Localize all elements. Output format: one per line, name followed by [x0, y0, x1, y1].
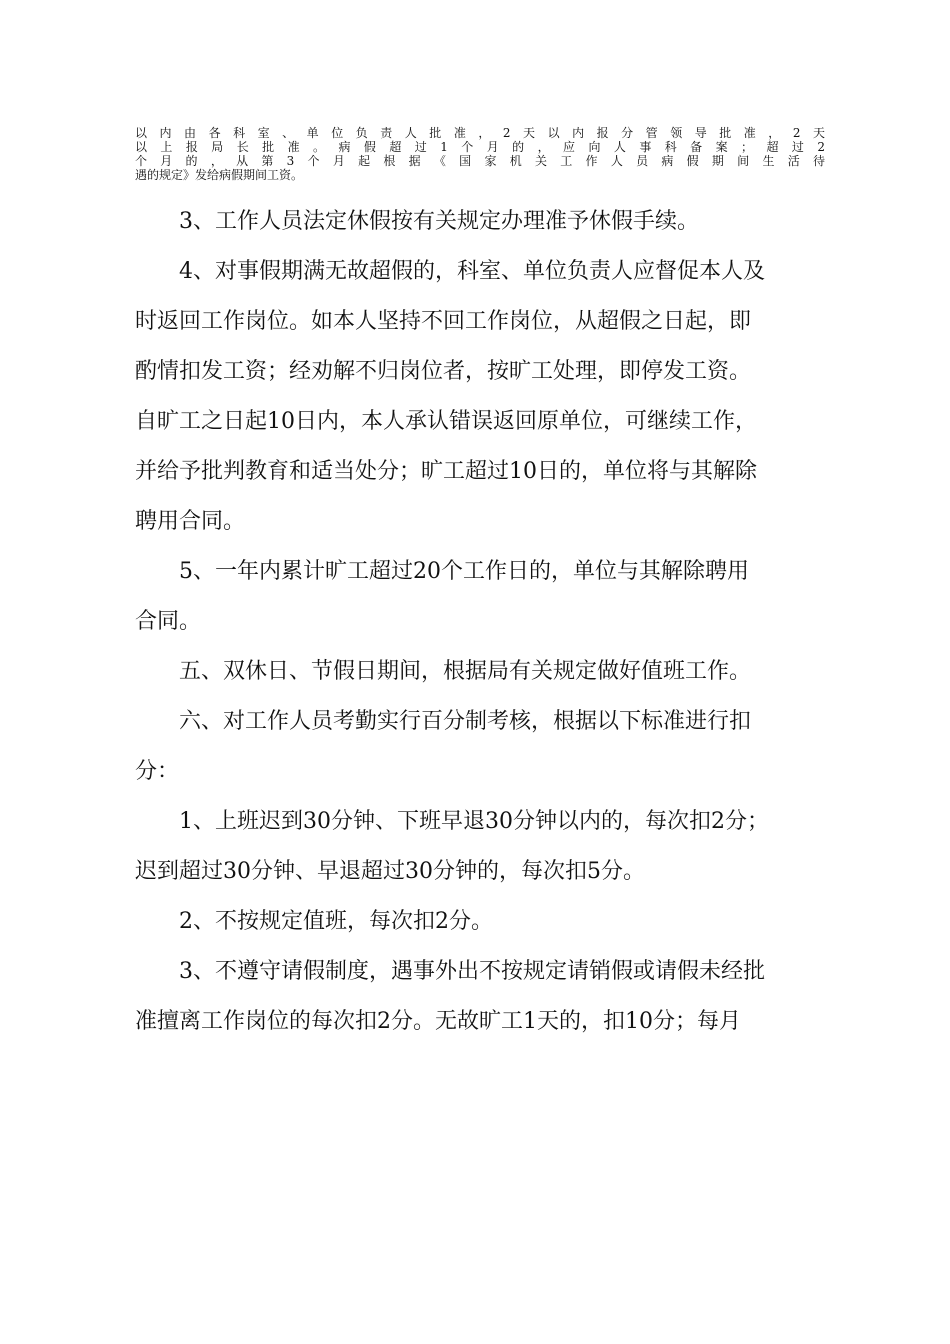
- paragraph-line: [135, 797, 825, 847]
- line-text: 1、上班迟到30分钟、下班早退30分钟以内的，每次扣2分；: [179, 809, 769, 834]
- line-text: 4、对事假期满无故超假的，科室、单位负责人应督促本人及: [179, 259, 765, 284]
- line-text: 聘用合同。: [135, 509, 246, 534]
- paragraph-line: [135, 197, 825, 247]
- paragraph-line: [135, 947, 825, 997]
- paragraph-line: [135, 247, 825, 297]
- text-line: 以内由各科室、单位负责人批准，2天以内报分管领导批准，2天: [135, 126, 825, 140]
- line-text: 六、对工作人员考勤实行百分制考核，根据以下标准进行扣: [179, 709, 752, 734]
- line-text: 准擅离工作岗位的每次扣2分。无故旷工1天的，扣10分；每月: [135, 1009, 741, 1034]
- paragraph-line: [135, 847, 825, 897]
- line-text: 迟到超过30分钟、早退超过30分钟的，每次扣5分。: [135, 859, 645, 884]
- paragraph-line: [135, 297, 825, 347]
- line-text: 3、工作人员法定休假按有关规定办理准予休假手续。: [179, 209, 699, 234]
- line-text: 并给予批判教育和适当处分；旷工超过10日的，单位将与其解除: [135, 459, 757, 484]
- line-text: 合同。: [135, 609, 202, 634]
- paragraph-line: [135, 647, 825, 697]
- paragraph-line: [135, 597, 825, 647]
- continuation-paragraph: [135, 126, 825, 182]
- line-text: 2、不按规定值班，每次扣2分。: [179, 909, 493, 934]
- text-line: 个月的，从第3个月起根据《国家机关工作人员病假期间生活待: [135, 154, 825, 168]
- paragraph-line: [135, 547, 825, 597]
- line-text: 5、一年内累计旷工超过20个工作日的，单位与其解除聘用: [179, 559, 749, 584]
- line-text: 3、不遵守请假制度，遇事外出不按规定请销假或请假未经批: [179, 959, 765, 984]
- line-text: 酌情扣发工资；经劝解不归岗位者，按旷工处理，即停发工资。: [135, 359, 752, 384]
- paragraph-line: [135, 347, 825, 397]
- text-line: 遇的规定》发给病假期间工资。: [135, 168, 304, 182]
- paragraph-line: [135, 747, 825, 797]
- paragraph-line: [135, 997, 825, 1047]
- line-text: 时返回工作岗位。如本人坚持不回工作岗位，从超假之日起，即: [135, 309, 752, 334]
- line-text: 分：: [135, 759, 180, 784]
- paragraph-line: [135, 697, 825, 747]
- paragraph-line: [135, 397, 825, 447]
- paragraph-line: [135, 897, 825, 947]
- paragraph-line: [135, 497, 825, 547]
- line-text: 五、双休日、节假日期间，根据局有关规定做好值班工作。: [179, 659, 752, 684]
- line-text: 自旷工之日起10日内，本人承认错误返回原单位，可继续工作，: [135, 409, 757, 434]
- paragraph-line: [135, 447, 825, 497]
- text-line: 以上报局长批准。病假超过1个月的，应向人事科备案；超过2: [135, 140, 825, 154]
